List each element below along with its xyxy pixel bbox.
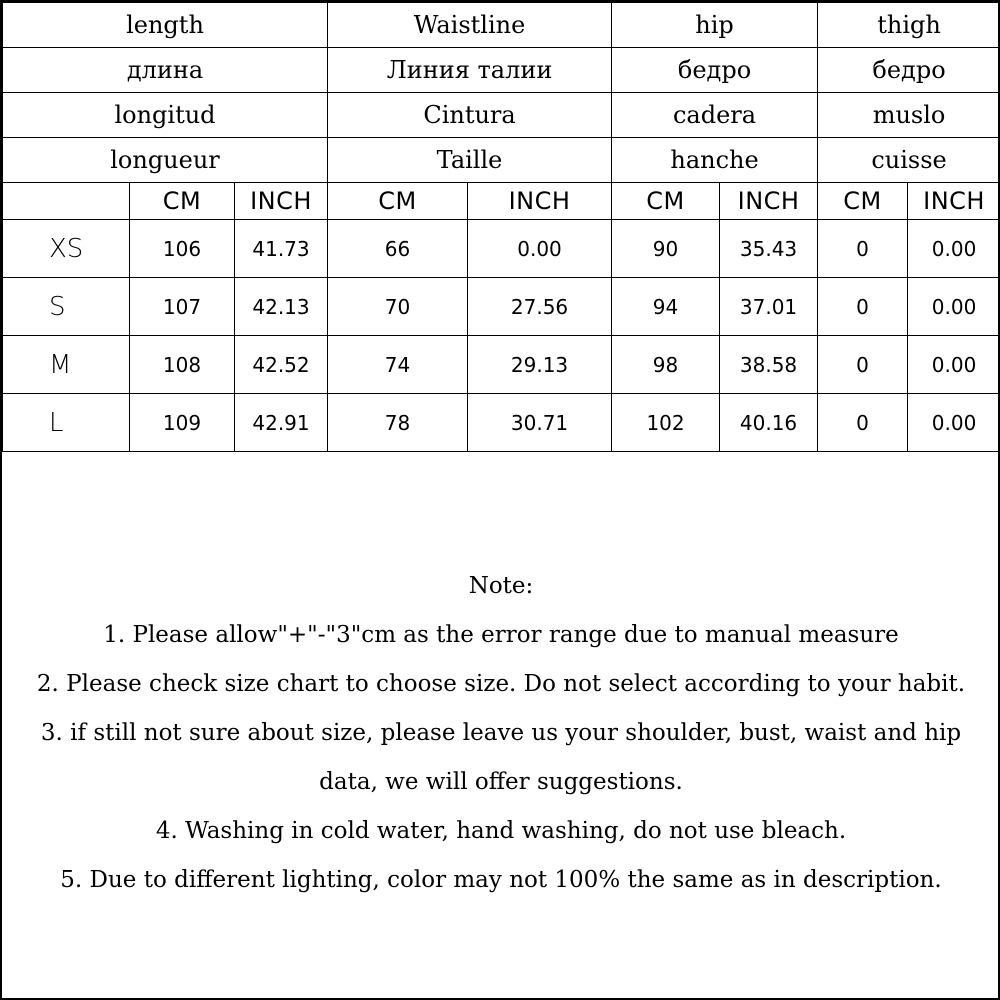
size-chart-table xyxy=(2,2,1000,452)
note-line: 5. Due to different lighting, color may not 100% the same as in description. xyxy=(60,867,942,893)
thigh-cm: 0 xyxy=(818,336,908,394)
length-cm: 106 xyxy=(130,220,235,278)
thigh-inch: 0.00 xyxy=(908,336,1000,394)
unit-inch: INCH xyxy=(468,183,612,220)
unit-inch: INCH xyxy=(235,183,328,220)
unit-inch: INCH xyxy=(720,183,818,220)
header-thigh: thigh xyxy=(818,3,1000,48)
hip-cm: 94 xyxy=(612,278,720,336)
hip-cm: 90 xyxy=(612,220,720,278)
header-row-french xyxy=(3,138,1000,183)
table-row xyxy=(3,394,1000,452)
length-cm: 107 xyxy=(130,278,235,336)
hip-inch: 35.43 xyxy=(720,220,818,278)
header-length: longueur xyxy=(3,138,328,183)
thigh-inch: 0.00 xyxy=(908,394,1000,452)
table-row xyxy=(3,278,1000,336)
notes-section xyxy=(4,562,998,905)
header-waistline: Taille xyxy=(328,138,612,183)
hip-inch: 40.16 xyxy=(720,394,818,452)
size-column-blank xyxy=(3,183,130,220)
unit-cm: CM xyxy=(130,183,235,220)
unit-inch: INCH xyxy=(908,183,1000,220)
hip-cm: 98 xyxy=(612,336,720,394)
length-inch: 42.91 xyxy=(235,394,328,452)
header-waistline: Waistline xyxy=(328,3,612,48)
header-waistline: Линия талии xyxy=(328,48,612,93)
note-line: 1. Please allow"+"-"3"cm as the error range due to manual measure xyxy=(103,622,899,648)
waist-cm: 78 xyxy=(328,394,468,452)
header-hip: бедро xyxy=(612,48,818,93)
header-thigh: cuisse xyxy=(818,138,1000,183)
length-inch: 42.52 xyxy=(235,336,328,394)
thigh-inch: 0.00 xyxy=(908,278,1000,336)
header-length: longitud xyxy=(3,93,328,138)
size-label: S xyxy=(3,278,130,336)
header-row-russian xyxy=(3,48,1000,93)
waist-inch: 0.00 xyxy=(468,220,612,278)
note-line: 4. Washing in cold water, hand washing, do not use bleach. xyxy=(155,818,847,844)
header-row-english xyxy=(3,3,1000,48)
size-label: L xyxy=(3,394,130,452)
unit-cm: CM xyxy=(818,183,908,220)
thigh-cm: 0 xyxy=(818,220,908,278)
unit-cm: CM xyxy=(612,183,720,220)
waist-inch: 27.56 xyxy=(468,278,612,336)
header-length: длина xyxy=(3,48,328,93)
table-row xyxy=(3,336,1000,394)
size-label: M xyxy=(3,336,130,394)
header-thigh: бедро xyxy=(818,48,1000,93)
thigh-cm: 0 xyxy=(818,394,908,452)
size-label: XS xyxy=(3,220,130,278)
header-waistline: Cintura xyxy=(328,93,612,138)
waist-cm: 70 xyxy=(328,278,468,336)
waist-inch: 29.13 xyxy=(468,336,612,394)
note-line: 2. Please check size chart to choose size. Do not select according to your habit. xyxy=(36,671,966,697)
table-row xyxy=(3,220,1000,278)
header-row-spanish xyxy=(3,93,1000,138)
header-thigh: muslo xyxy=(818,93,1000,138)
header-length: length xyxy=(3,3,328,48)
thigh-inch: 0.00 xyxy=(908,220,1000,278)
hip-inch: 37.01 xyxy=(720,278,818,336)
unit-cm: CM xyxy=(328,183,468,220)
length-inch: 41.73 xyxy=(235,220,328,278)
header-hip: hip xyxy=(612,3,818,48)
waist-inch: 30.71 xyxy=(468,394,612,452)
waist-cm: 74 xyxy=(328,336,468,394)
note-line: 3. if still not sure about size, please leave us your shoulder, bust, waist and hip xyxy=(40,720,962,746)
thigh-cm: 0 xyxy=(818,278,908,336)
waist-cm: 66 xyxy=(328,220,468,278)
hip-cm: 102 xyxy=(612,394,720,452)
length-cm: 109 xyxy=(130,394,235,452)
header-hip: hanche xyxy=(612,138,818,183)
length-inch: 42.13 xyxy=(235,278,328,336)
note-line: data, we will offer suggestions. xyxy=(319,769,683,795)
length-cm: 108 xyxy=(130,336,235,394)
units-row xyxy=(3,183,1000,220)
hip-inch: 38.58 xyxy=(720,336,818,394)
header-hip: cadera xyxy=(612,93,818,138)
notes-title: Note: xyxy=(468,573,534,599)
